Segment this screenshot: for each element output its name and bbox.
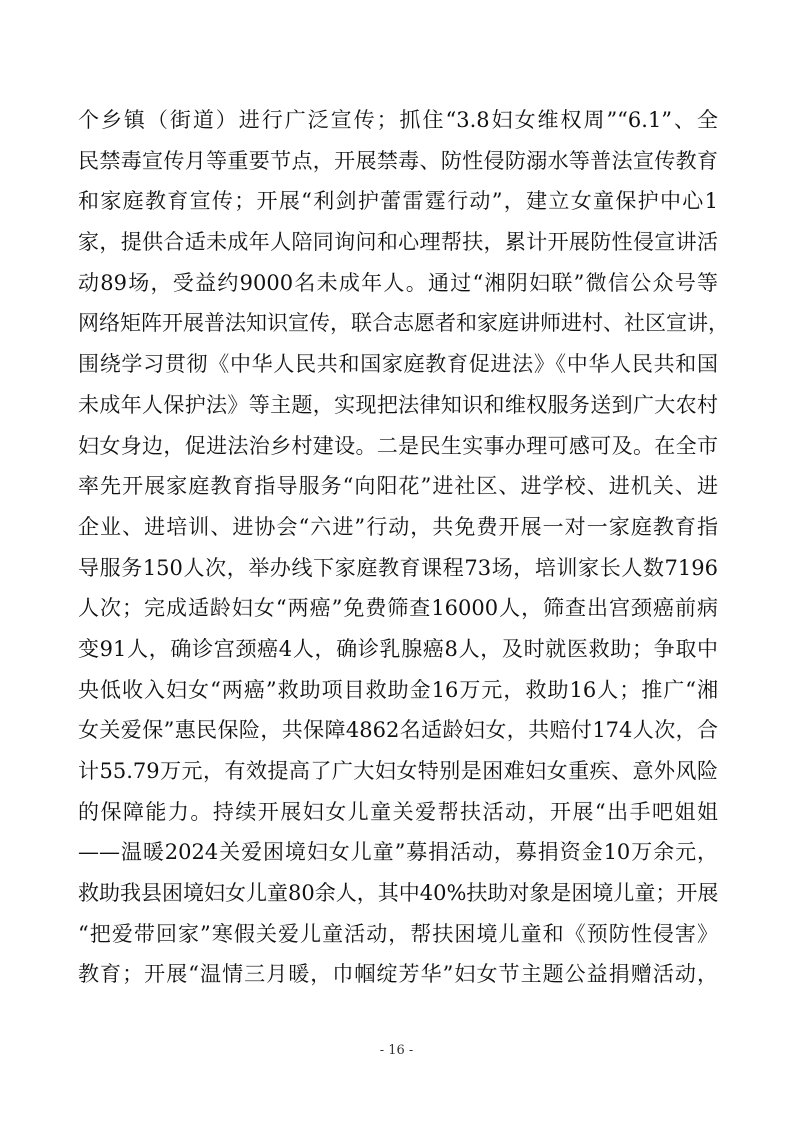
page-number: - 16 -: [379, 1043, 414, 1058]
text-line: 企业、进培训、进协会“六进”行动，共免费开展一对一家庭教育指: [78, 514, 718, 539]
text-line: “把爱带回家”寒假关爱儿童活动，帮扶困境儿童和《预防性侵害》: [78, 921, 718, 946]
text-line: 的保障能力。持续开展妇女儿童关爱帮扶活动，开展“出手吧姐姐: [78, 799, 718, 824]
text-line: 围绕学习贯彻《中华人民共和国家庭教育促进法》《中华人民共和国: [78, 352, 718, 377]
text-line: 人次；完成适龄妇女“两癌”免费筛查16000人，筛查出宫颈癌前病: [78, 596, 718, 621]
text-line: 动89场，受益约9000名未成年人。通过“湘阴妇联”微信公众号等: [78, 270, 718, 295]
text-line: 率先开展家庭教育指导服务“向阳花”进社区、进学校、进机关、进: [78, 474, 718, 499]
text-line: 计55.79万元，有效提高了广大妇女特别是困难妇女重疾、意外风险: [78, 759, 718, 783]
text-line: 妇女身边，促进法治乡村建设。二是民生实事办理可感可及。在全市: [78, 433, 718, 458]
body-text: [78, 100, 729, 995]
text-line: ——温暖2024关爱困境妇女儿童”募捐活动，募捐资金10万余元，: [78, 840, 718, 865]
text-line: 和家庭教育宣传；开展“利剑护蕾雷霆行动”，建立女童保护中心1: [78, 189, 718, 214]
text-line: 央低收入妇女“两癌”救助项目救助金16万元，救助16人；推广“湘: [78, 677, 718, 702]
text-line: 导服务150人次，举办线下家庭教育课程73场，培训家长人数7196: [78, 555, 718, 580]
text-line: 家，提供合适未成年人陪同询问和心理帮扶，累计开展防性侵宣讲活: [78, 230, 718, 255]
text-line: 个乡镇（街道）进行广泛宣传；抓住“3.8妇女维权周”“6.1”、全: [78, 108, 718, 132]
text-line: 网络矩阵开展普法知识宣传，联合志愿者和家庭讲师进村、社区宣讲，: [78, 311, 729, 336]
text-line: 民禁毒宣传月等重要节点，开展禁毒、防性侵防溺水等普法宣传教育: [78, 148, 718, 173]
text-line: 未成年人保护法》等主题，实现把法律知识和维权服务送到广大农村: [78, 392, 718, 417]
text-line: 救助我县困境妇女儿童80余人，其中40%扶助对象是困境儿童；开展: [78, 881, 719, 906]
text-line: 教育；开展“温情三月暖，巾帼绽芳华”妇女节主题公益捐赠活动，: [78, 962, 718, 987]
text-line: 变91人，确诊宫颈癌4人，确诊乳腺癌8人，及时就医救助；争取中: [78, 636, 718, 661]
text-line: 女关爱保”惠民保险，共保障4862名适龄妇女，共赔付174人次，合: [78, 718, 718, 743]
